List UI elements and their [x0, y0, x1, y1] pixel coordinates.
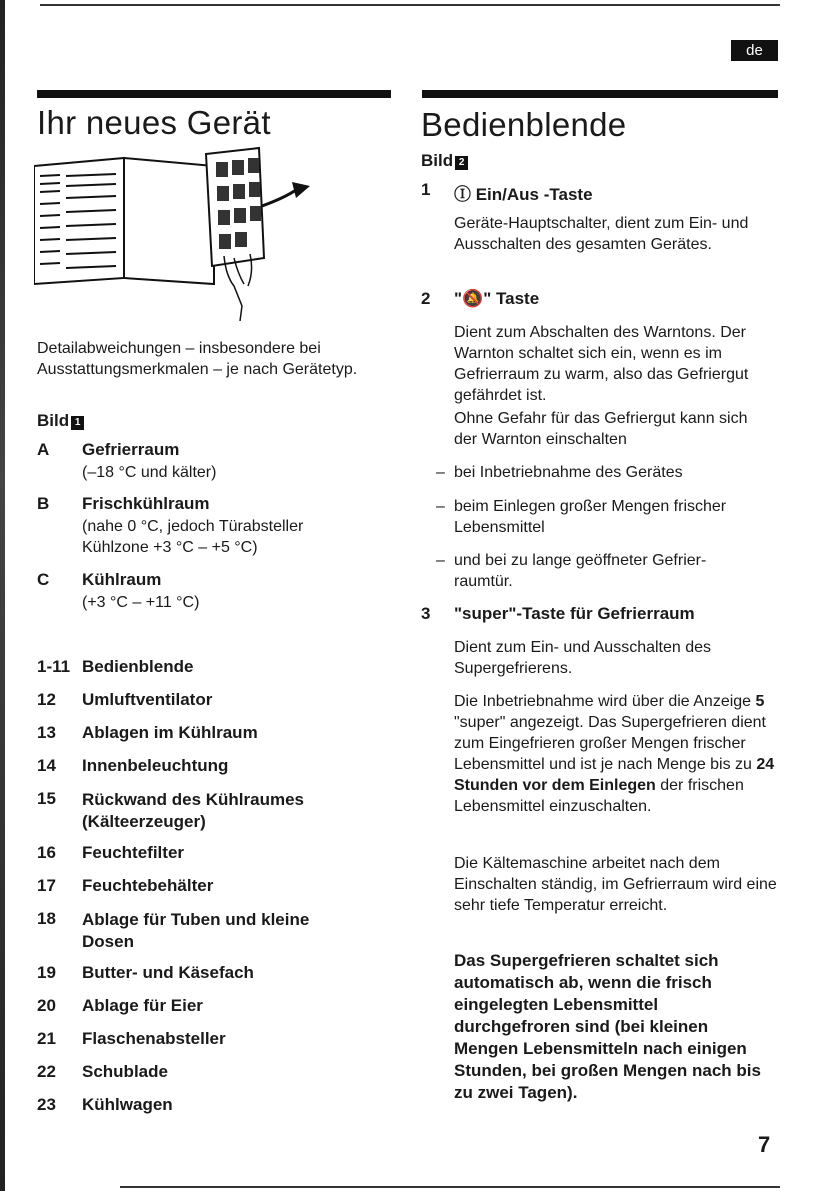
- part-name: Rückwand des Kühlraumes (Kälteerzeuger): [82, 790, 305, 831]
- text-run: "super" angezeigt. Das Supergefrieren dient zum Eingefrieren großer Mengen frischer Lebensmittel und ist je nach Menge bis zu: [454, 714, 766, 773]
- control-number: 1: [421, 180, 431, 199]
- control-number: 3: [421, 604, 431, 623]
- part-number: 13: [37, 723, 56, 742]
- figure-number-badge: 1: [71, 416, 84, 430]
- part-name: Ablage für Tuben und kleine Dosen: [82, 910, 310, 951]
- part-number: 22: [37, 1062, 56, 1081]
- figure-ref-1: [37, 411, 84, 431]
- zone-detail: (+3 °C – +11 °C): [82, 594, 200, 611]
- part-number: 19: [37, 963, 56, 982]
- zone-detail: (nahe 0 °C, jedoch Türabsteller Kühlzone +3 °C – +5 °C): [82, 518, 304, 556]
- control-description: Geräte-Hauptschalter, dient zum Ein- und Ausschalten des gesamten Gerätes.: [454, 215, 749, 253]
- part-name: Ablagen im Kühlraum: [82, 723, 258, 742]
- control-title: Ⓘ Ein/Aus -Taste: [454, 185, 593, 204]
- part-name: Flaschenabsteller: [82, 1029, 226, 1048]
- part-number: 14: [37, 756, 56, 775]
- figure-label: Bild: [37, 411, 70, 430]
- figure-ref-2: [421, 151, 468, 171]
- part-name: Ablage für Eier: [82, 996, 203, 1015]
- zone-letter: C: [37, 570, 50, 589]
- part-number: 1-11: [37, 657, 71, 676]
- part-name: Bedienblende: [82, 657, 194, 676]
- part-name: Feuchtebehälter: [82, 876, 214, 895]
- part-number: 16: [37, 843, 56, 862]
- manual-page-illustration: [34, 146, 324, 321]
- zone-name: Kühlraum: [82, 570, 162, 589]
- zone-detail: (–18 °C und kälter): [82, 464, 217, 481]
- zone-letter: B: [37, 494, 50, 513]
- part-name: Feuchtefilter: [82, 843, 185, 862]
- control-description: Dient zum Abschalten des Warntons. Der Warnton schaltet sich ein, wenn es im Gefrierraum zu warm, also das Gefriergut gefährdet ist.: [454, 324, 749, 404]
- control-description: [454, 691, 784, 817]
- text-run: der frischen Lebensmittel einzuschalten.: [454, 777, 744, 815]
- intro-text: Detailabweichungen – insbesondere bei Ausstattungsmerkmalen – je nach Gerätetyp.: [37, 340, 358, 378]
- part-number: 17: [37, 876, 56, 895]
- zone-name: Gefrierraum: [82, 440, 180, 459]
- control-title: "🔕" Taste: [454, 289, 540, 308]
- control-description: Die Kältemaschine arbeitet nach dem Einschalten ständig, im Gefrierraum wird eine sehr tiefe Temperatur erreicht.: [454, 855, 777, 914]
- control-number: 2: [421, 289, 431, 308]
- right-section-title: Bedienblende: [421, 106, 627, 143]
- display-number: 5: [755, 693, 765, 710]
- bullet-text: bei Inbetriebnahme des Gerätes: [454, 464, 683, 481]
- part-number: 20: [37, 996, 56, 1015]
- zone-letter: A: [37, 440, 50, 459]
- bullet-dash: –: [436, 464, 445, 481]
- control-description: Dient zum Ein- und Ausschalten des Supergefrierens.: [454, 639, 712, 677]
- page-number: 7: [758, 1132, 771, 1157]
- bullet-dash: –: [436, 552, 445, 569]
- control-note: Das Supergefrieren schaltet sich automatisch ab, wenn die frisch eingelegten Lebensmittel durchgefroren sind (bei kleinen Mengen Lebensmitteln nach einigen Stunden, bei großen Mengen nach bis zu zwei Tagen).: [454, 951, 761, 1102]
- part-name: Umluftventilator: [82, 690, 213, 709]
- figure-number-badge: 2: [455, 156, 468, 170]
- language-badge: de: [731, 40, 778, 61]
- part-name: Innenbeleuchtung: [82, 756, 229, 775]
- part-name: Butter- und Käsefach: [82, 963, 254, 982]
- bottom-edge-line: [120, 1186, 780, 1188]
- part-number: 23: [37, 1095, 56, 1114]
- zone-name: Frischkühlraum: [82, 494, 210, 513]
- part-name: Kühlwagen: [82, 1095, 173, 1114]
- text-run: Die Inbetriebnahme wird über die Anzeige: [454, 693, 756, 710]
- right-section-rule: [422, 90, 778, 98]
- figure-label: Bild: [421, 151, 454, 170]
- left-section-title: Ihr neues Gerät: [37, 104, 271, 141]
- control-description: Ohne Gefahr für das Gefriergut kann sich der Warnton einschalten: [454, 410, 748, 448]
- part-number: 18: [37, 909, 56, 928]
- bullet-text: und bei zu lange geöffneter Gefrier- raumtür.: [454, 552, 707, 590]
- bullet-text: beim Einlegen großer Mengen frischer Lebensmittel: [454, 498, 727, 536]
- left-section-rule: [37, 90, 391, 98]
- part-number: 21: [37, 1029, 56, 1048]
- part-number: 12: [37, 690, 56, 709]
- emphasis-text: 24 Stunden vor dem Einlegen: [454, 756, 775, 794]
- page-binding-edge: [0, 0, 5, 1191]
- bullet-dash: –: [436, 498, 445, 515]
- part-name: Schublade: [82, 1062, 168, 1081]
- part-number: 15: [37, 789, 56, 808]
- control-title: "super"-Taste für Gefrierraum: [454, 604, 695, 623]
- top-edge-line: [40, 4, 780, 6]
